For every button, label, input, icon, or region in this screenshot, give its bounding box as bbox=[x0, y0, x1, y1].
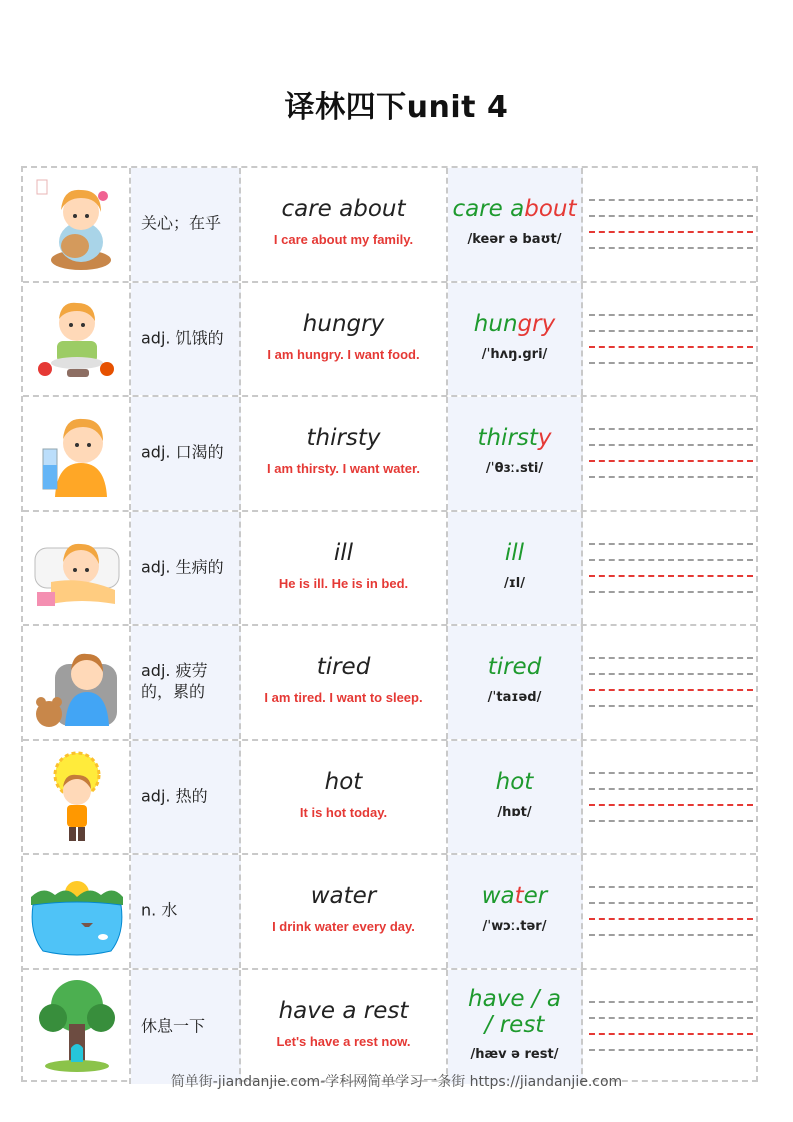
example-sentence: It is hot today. bbox=[299, 804, 388, 820]
image-cell bbox=[23, 970, 131, 1085]
image-cell bbox=[23, 855, 131, 968]
vocabulary-table bbox=[21, 166, 758, 1082]
colored-word-green: have / a / rest bbox=[468, 985, 561, 1038]
colored-word bbox=[448, 196, 581, 222]
english-word: hot bbox=[324, 768, 363, 795]
colored-word-green: ill bbox=[504, 539, 525, 566]
colored-word bbox=[448, 769, 581, 795]
colored-word bbox=[448, 311, 581, 337]
phonetic: /hæv ə rest/ bbox=[470, 1046, 559, 1062]
colored-word-green: wa bbox=[481, 883, 515, 909]
example-sentence: He is ill. He is in bed. bbox=[278, 575, 409, 591]
sick-boy-in-bed-icon bbox=[31, 520, 123, 618]
writing-lines[interactable] bbox=[583, 283, 756, 396]
table-row bbox=[23, 970, 756, 1085]
example-sentence: I am tired. I want to sleep. bbox=[264, 690, 423, 705]
chinese-meaning: adj. 疲劳的，累的 bbox=[141, 661, 208, 702]
image-cell bbox=[23, 626, 131, 739]
table-row bbox=[23, 168, 756, 283]
image-cell bbox=[23, 512, 131, 625]
example-sentence: I am hungry. I want food. bbox=[267, 346, 420, 362]
phonetic: /keər ə baʊt/ bbox=[467, 232, 562, 247]
chinese-meaning: 关心；在乎 bbox=[141, 213, 222, 233]
chinese-meaning: 休息一下 bbox=[141, 1016, 206, 1036]
writing-lines[interactable] bbox=[583, 741, 756, 854]
example-sentence: Let's have a rest now. bbox=[276, 1033, 411, 1049]
english-word: care about bbox=[281, 196, 406, 222]
colored-word-red: t bbox=[514, 883, 524, 909]
english-word: thirsty bbox=[306, 425, 381, 451]
table-row bbox=[23, 626, 756, 741]
colored-word bbox=[448, 883, 581, 909]
writing-lines[interactable] bbox=[583, 397, 756, 510]
phonetic: /ˈhʌŋ.gri/ bbox=[481, 346, 548, 362]
chinese-meaning: adj. 饥饿的 bbox=[141, 328, 224, 348]
colored-word-red: gry bbox=[517, 310, 556, 337]
colored-word bbox=[448, 425, 581, 451]
colored-word-green: tired bbox=[487, 654, 542, 680]
image-cell bbox=[23, 283, 131, 396]
colored-word-green: hun bbox=[473, 310, 518, 337]
hungry-boy-plate-icon bbox=[31, 291, 123, 389]
girl-hugging-teddy-icon bbox=[31, 176, 123, 274]
writing-lines[interactable] bbox=[583, 970, 756, 1085]
phonetic: /ˈtaɪəd/ bbox=[487, 690, 542, 705]
thirsty-boy-glass-icon bbox=[31, 405, 123, 503]
footer-watermark: 简单街-jiandanjie.com-学科网简单学习一条街 https://jiandanjie.com bbox=[170, 1074, 623, 1090]
english-word: tired bbox=[316, 654, 371, 680]
table-row bbox=[23, 283, 756, 398]
colored-word bbox=[448, 654, 581, 680]
image-cell bbox=[23, 741, 131, 854]
tree-rest-icon bbox=[31, 978, 123, 1076]
english-word: have a rest bbox=[278, 997, 409, 1024]
colored-word-green: hot bbox=[495, 768, 534, 795]
chinese-meaning: adj. 热的 bbox=[141, 786, 208, 806]
phonetic: /ˈwɔː.tər/ bbox=[482, 919, 547, 934]
lake-water-icon bbox=[31, 863, 123, 961]
phonetic: /hɒt/ bbox=[497, 804, 532, 820]
chinese-meaning: n. 水 bbox=[141, 900, 178, 920]
example-sentence: I drink water every day. bbox=[272, 919, 415, 934]
chinese-meaning: adj. 生病的 bbox=[141, 557, 224, 577]
page-title: 译林四下unit 4 bbox=[284, 90, 509, 125]
colored-word-red: y bbox=[537, 425, 552, 451]
table-row bbox=[23, 397, 756, 512]
image-cell bbox=[23, 168, 131, 281]
image-cell bbox=[23, 397, 131, 510]
colored-word-tail: er bbox=[523, 883, 548, 909]
english-word: ill bbox=[333, 539, 354, 566]
colored-word-red: bout bbox=[524, 196, 577, 222]
writing-lines[interactable] bbox=[583, 626, 756, 739]
example-sentence: I care about my family. bbox=[273, 232, 414, 247]
table-row bbox=[23, 741, 756, 856]
colored-word-green: thirst bbox=[477, 425, 538, 451]
colored-word-green: care a bbox=[452, 196, 525, 222]
writing-lines[interactable] bbox=[583, 168, 756, 281]
phonetic: /ɪl/ bbox=[503, 575, 526, 591]
chinese-meaning: adj. 口渴的 bbox=[141, 442, 224, 462]
writing-lines[interactable] bbox=[583, 512, 756, 625]
english-word: hungry bbox=[302, 310, 385, 337]
colored-word bbox=[448, 540, 581, 566]
tired-boy-armchair-icon bbox=[31, 634, 123, 732]
table-row bbox=[23, 512, 756, 627]
example-sentence: I am thirsty. I want water. bbox=[267, 461, 420, 476]
writing-lines[interactable] bbox=[583, 855, 756, 968]
colored-word bbox=[448, 986, 581, 1039]
table-row bbox=[23, 855, 756, 970]
phonetic: /ˈθɜː.sti/ bbox=[485, 461, 544, 476]
hot-boy-sun-icon bbox=[31, 749, 123, 847]
english-word: water bbox=[310, 883, 377, 909]
